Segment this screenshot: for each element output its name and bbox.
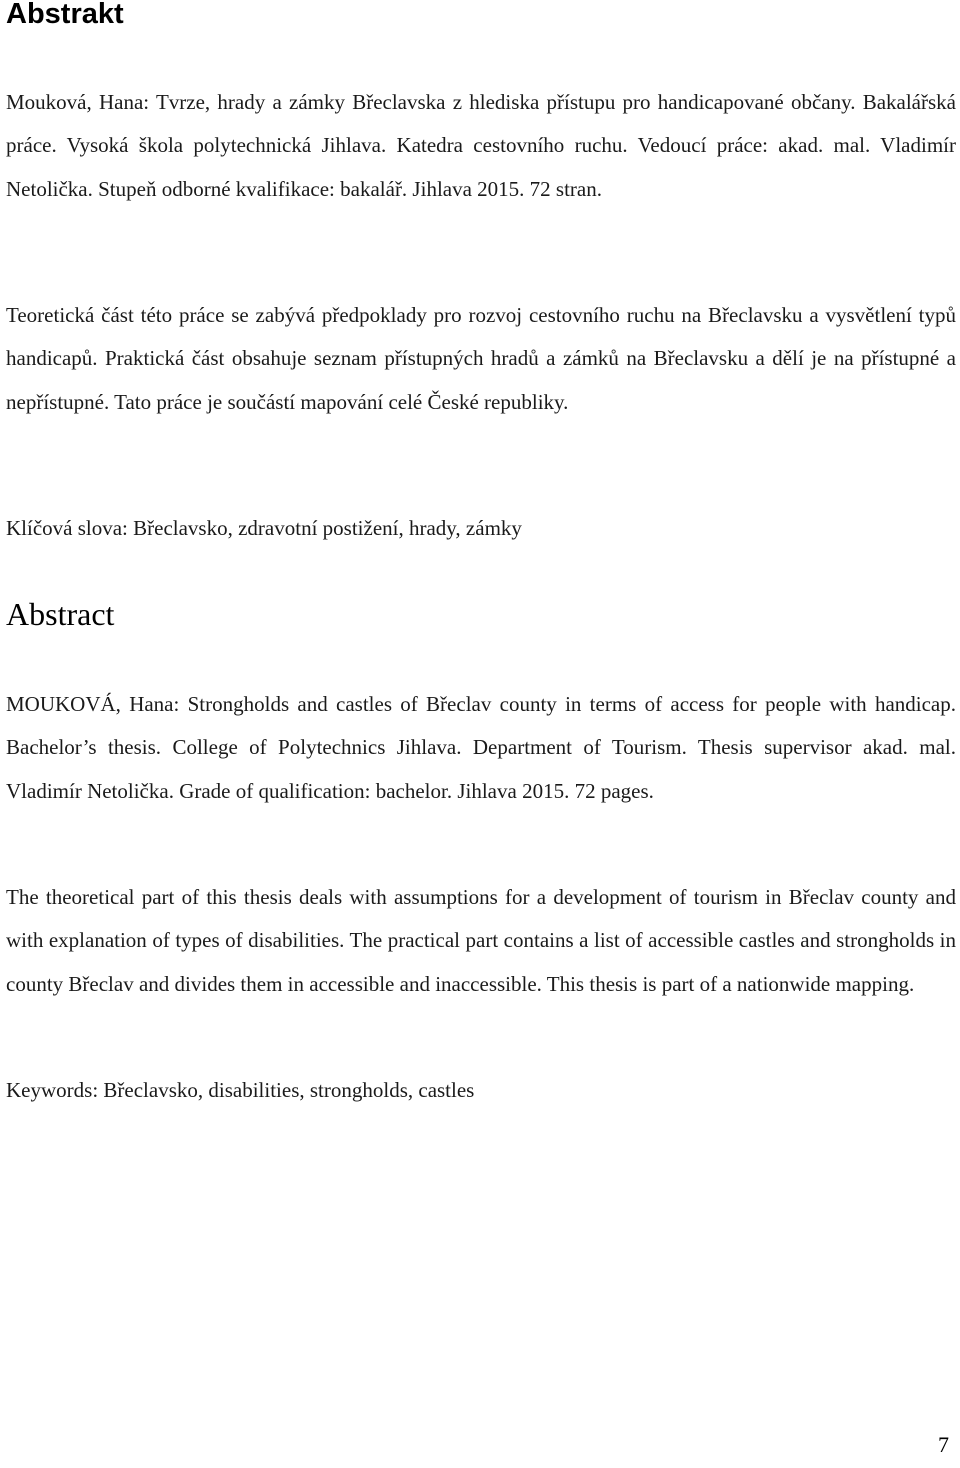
abstract-citation: MOUKOVÁ, Hana: Strongholds and castles of Břeclav county in terms of access for people with handicap. Bachelor’s thesis. College of Polytechnics Jihlava. Department of Tourism. Thesis supervisor akad. mal. Vladimír Netolička. Grade of qualification: bachelor. Jihlava 2015. 72 pages.: [6, 692, 956, 803]
abstrakt-body: Teoretická část této práce se zabývá předpoklady pro rozvoj cestovního ruchu na Břeclavsku a vysvětlení typů handicapů. Praktická část obsahuje seznam přístupných hradů a zámků na Břeclavsku a dělí je na přístupné a nepřístupné. Tato práce je součástí mapování celé České republiky.: [6, 303, 956, 414]
abstrakt-citation: Mouková, Hana: Tvrze, hrady a zámky Břeclavska z hlediska přístupu pro handicapované občany. Bakalářská práce. Vysoká škola polytechnická Jihlava. Katedra cestovního ruchu. Vedoucí práce: akad. mal. Vladimír Netolička. Stupeň odborné kvalifikace: bakalář. Jihlava 2015. 72 stran.: [6, 90, 956, 201]
page-number: 7: [938, 1432, 949, 1457]
abstract-heading: Abstract: [6, 596, 115, 632]
abstrakt-heading: Abstrakt: [6, 0, 124, 30]
abstract-body: The theoretical part of this thesis deals with assumptions for a development of tourism in Břeclav county and with explanation of types of disabilities. The practical part contains a list of accessible castles and strongholds in county Břeclav and divides them in accessible and inaccessible. This thesis is part of a nationwide mapping.: [6, 885, 956, 996]
abstrakt-keywords: Klíčová slova: Břeclavsko, zdravotní postižení, hrady, zámky: [6, 516, 522, 540]
abstract-keywords: Keywords: Břeclavsko, disabilities, strongholds, castles: [6, 1078, 475, 1102]
